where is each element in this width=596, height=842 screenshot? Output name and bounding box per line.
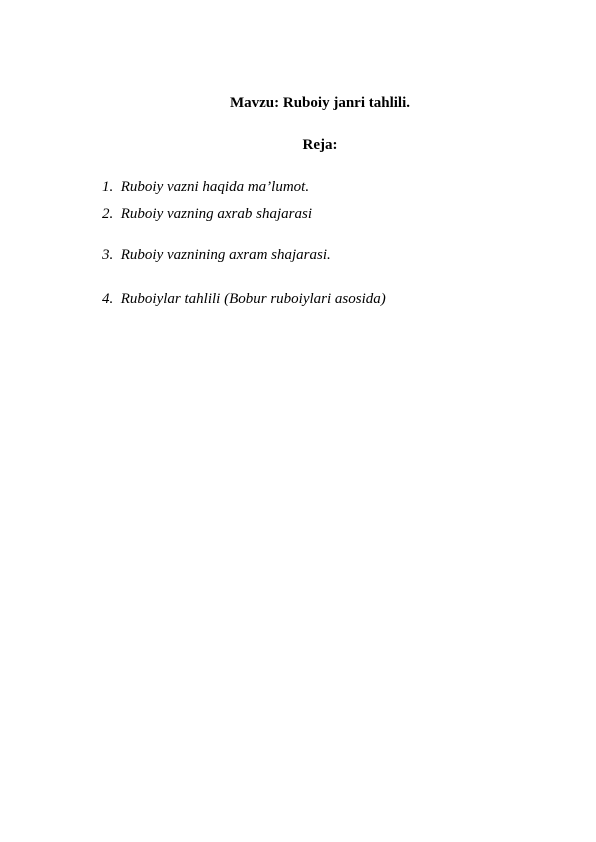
document-title <box>0 93 596 113</box>
plan-item-text: Ruboiy vazni haqida ma’lumot. <box>120 179 310 195</box>
plan-heading-text: Reja: <box>302 137 338 153</box>
plan-list-item <box>102 177 309 197</box>
plan-list-item <box>102 289 386 309</box>
plan-item-number: 3. <box>102 247 114 263</box>
plan-item-text: Ruboiy vazning axrab shajarasi <box>120 206 312 222</box>
plan-item-text: Ruboiy vaznining axram shajarasi. <box>120 247 331 263</box>
plan-list-item <box>102 204 312 224</box>
plan-item-number: 1. <box>102 179 114 195</box>
plan-list-item <box>102 245 331 265</box>
document-title-text: Mavzu: Ruboiy janri tahlili. <box>229 95 410 111</box>
plan-heading <box>0 135 596 155</box>
plan-item-number: 4. <box>102 291 114 307</box>
plan-item-text: Ruboiylar tahlili (Bobur ruboiylari asosida) <box>120 291 386 307</box>
plan-item-number: 2. <box>102 206 114 222</box>
